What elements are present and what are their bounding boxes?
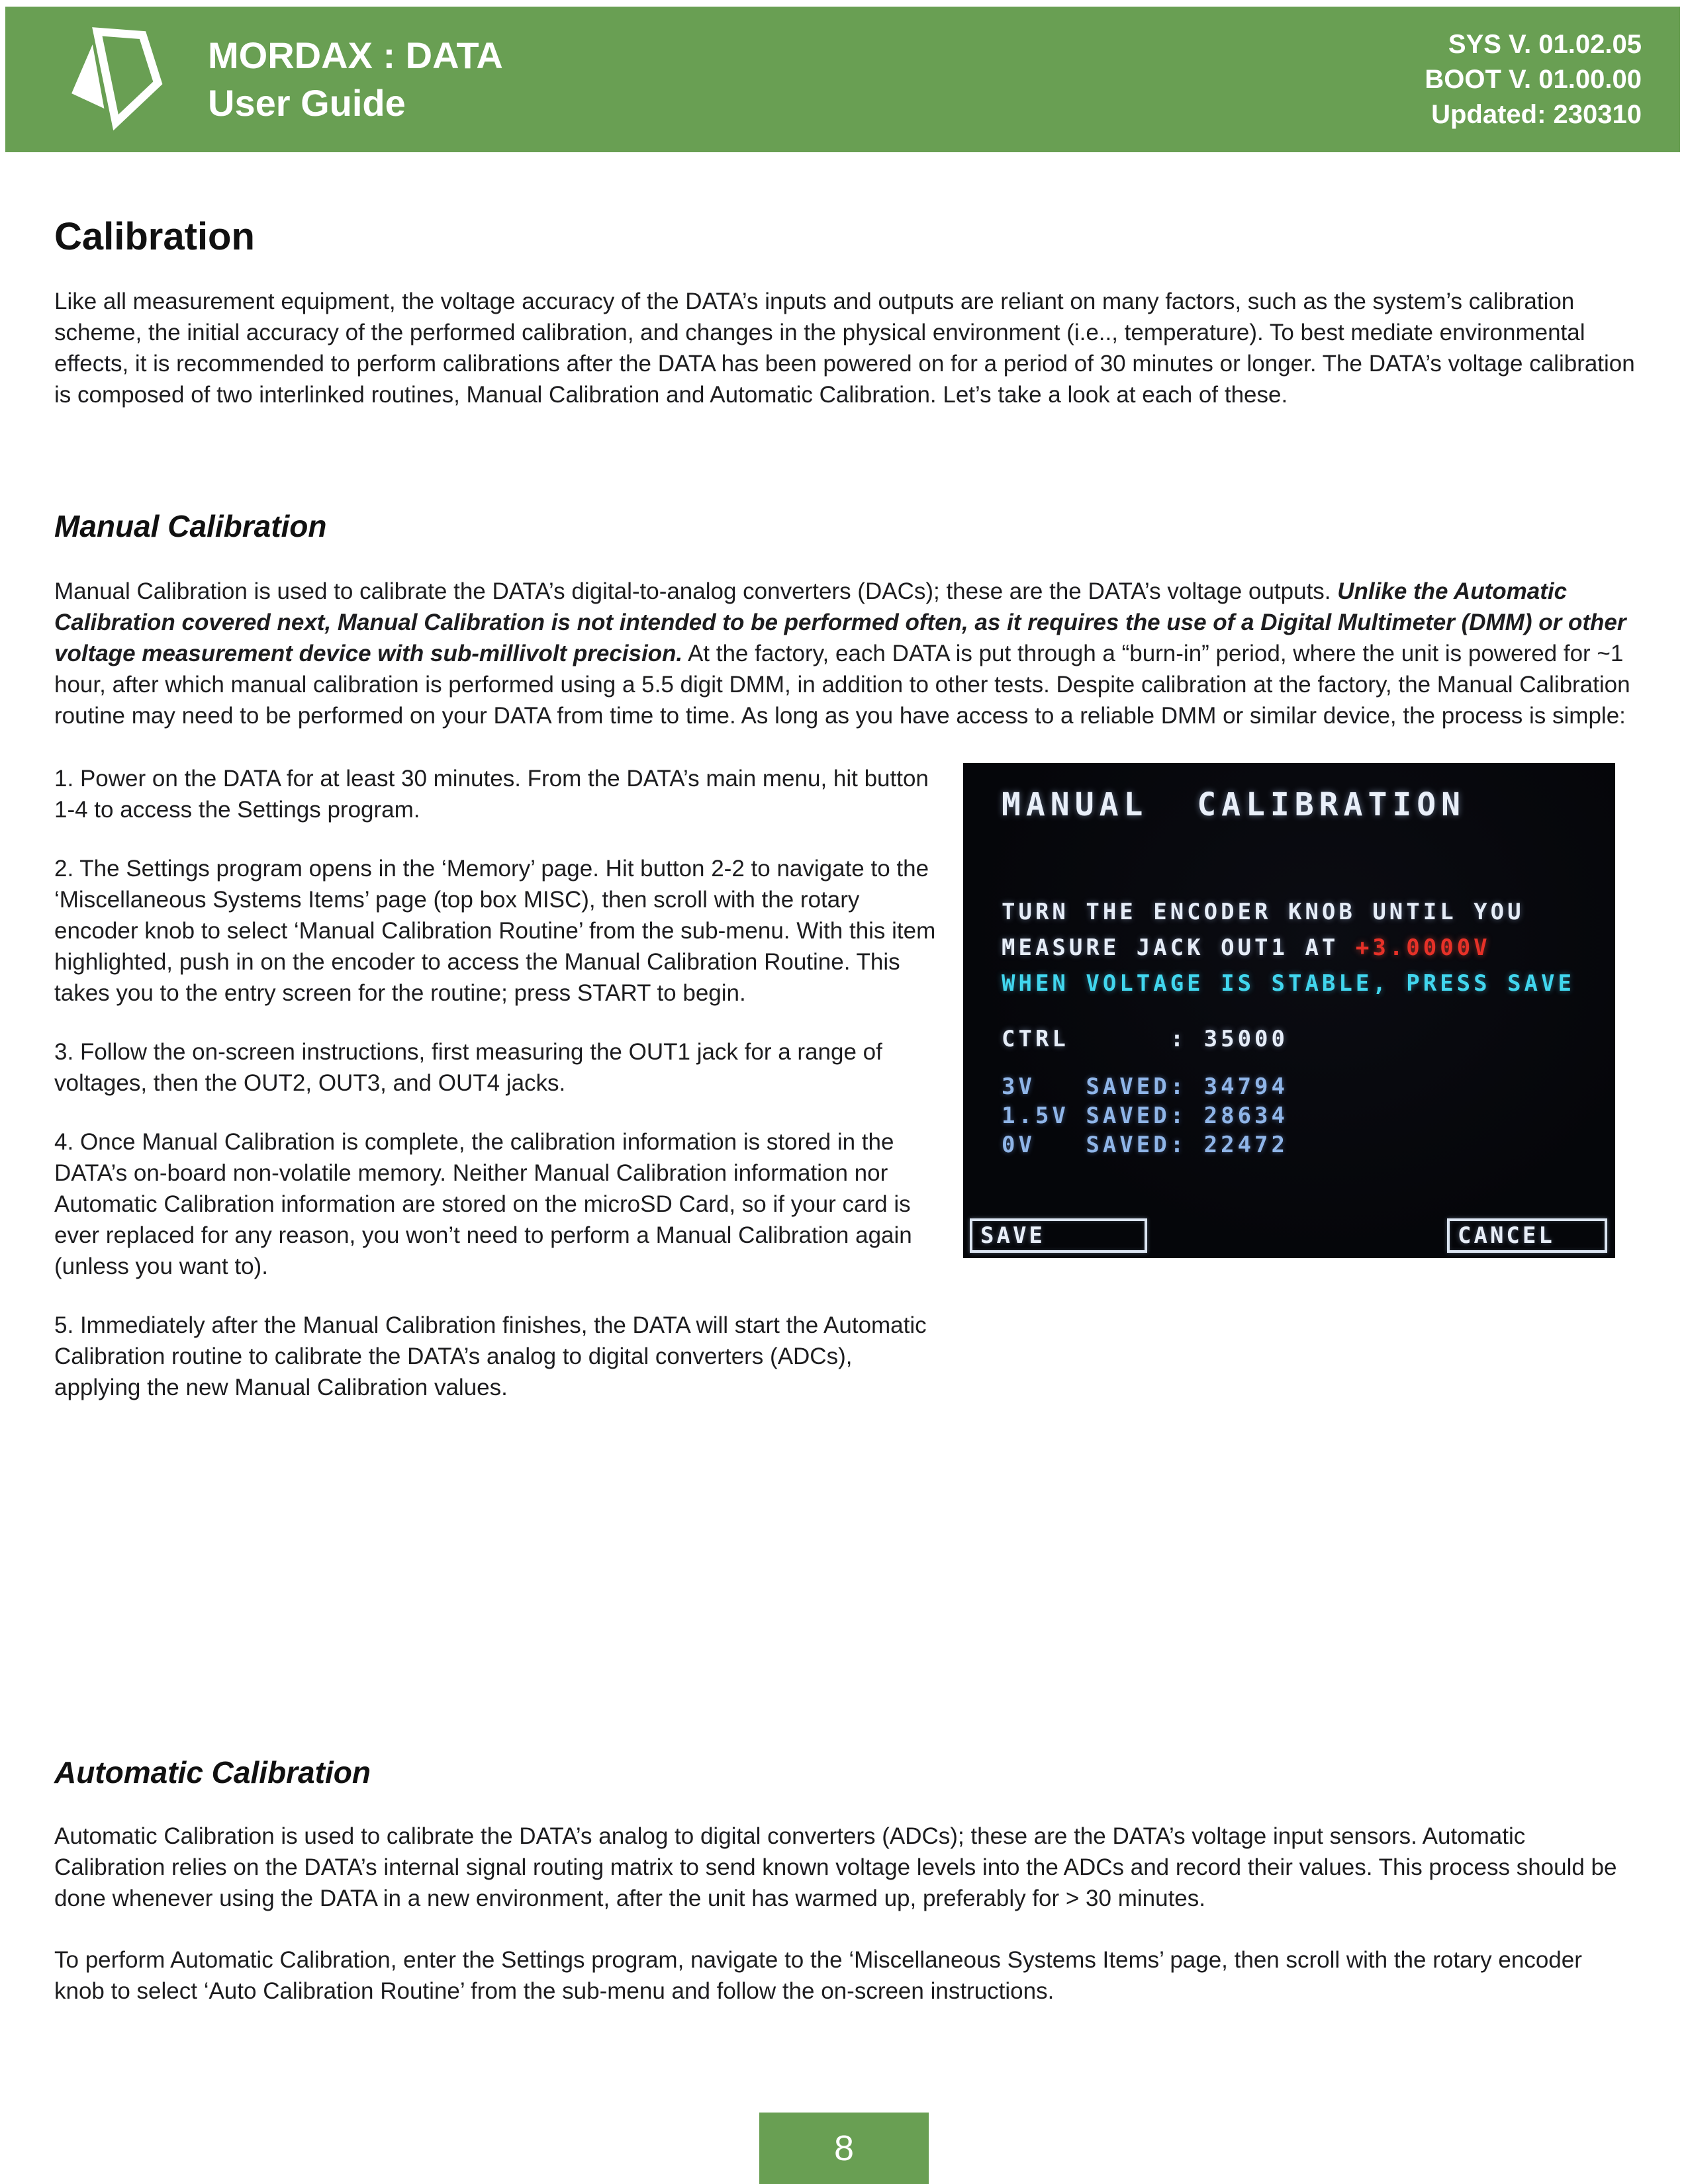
- step-number: 4.: [54, 1129, 74, 1155]
- screen-voltage-value: +3.0000V: [1355, 934, 1491, 961]
- step-number: 5.: [54, 1312, 74, 1338]
- page-title: Calibration: [54, 215, 255, 258]
- step-item: [54, 1126, 936, 1282]
- screen-instruction-2-text: MEASURE JACK OUT1 AT: [1002, 934, 1356, 961]
- page-number-box: [759, 2113, 929, 2184]
- main-content: [54, 152, 1638, 2007]
- screen-title: MANUAL CALIBRATION: [1002, 786, 1466, 823]
- header-bar: [5, 7, 1680, 152]
- doc-subtitle: User Guide: [208, 82, 406, 124]
- step-number: 1.: [54, 766, 74, 792]
- section-heading-automatic: Automatic Calibration: [54, 1755, 371, 1790]
- screen-saved-row: 1.5V SAVED: 28634: [1002, 1103, 1288, 1129]
- step-number: 3.: [54, 1039, 74, 1065]
- page-number: 8: [833, 2128, 855, 2168]
- step-item: [54, 1036, 936, 1099]
- step-text: Power on the DATA for at least 30 minutes. From the DATA’s main menu, hit button 1-4 to access the Settings program.: [54, 766, 929, 823]
- automatic-paragraph-2: To perform Automatic Calibration, enter the Settings program, navigate to the ‘Miscellaneous Systems Items’ page, then scroll with the rotary encoder knob to select ‘Auto Calibration Routine’ from the sub-menu and follow the on-screen instructions.: [54, 1947, 1582, 2004]
- mordax-logo-icon: [53, 21, 179, 138]
- screen-saved-row: 0V SAVED: 22472: [1002, 1132, 1288, 1158]
- updated-date: Updated: 230310: [1431, 99, 1642, 129]
- save-button: SAVE: [970, 1218, 1147, 1253]
- manual-paragraph-part2: At the factory, each DATA is put through a “burn-in” period, where the unit is powered for ~1 hour, after which manual calibration is performed using a 5.5 digit DMM, in addition to other tests. Despite calibration at the factory, the Manual Calibration routine may need to be performed on your DATA from time to time. As long as you have access to a reliable DMM or similar device, the process is simple:: [54, 641, 1630, 729]
- screen-ctrl-row: CTRL : 35000: [1002, 1026, 1288, 1052]
- device-screenshot: [963, 763, 1615, 1258]
- version-block: [1425, 27, 1642, 132]
- steps-and-screenshot: [54, 763, 1638, 1657]
- step-text: Follow the on-screen instructions, first measuring the OUT1 jack for a range of voltages, then the OUT2, OUT3, and OUT4 jacks.: [54, 1039, 882, 1096]
- step-list: [54, 763, 936, 1403]
- step-text: The Settings program opens in the ‘Memory’ page. Hit button 2-2 to navigate to the ‘Miscellaneous Systems Items’ page (top box MISC), then scroll with the rotary encoder knob to select ‘Manual Calibration Routine’ from the sub-menu. With this item highlighted, push in on the encoder to access the Manual Calibration Routine. This takes you to the entry screen for the routine; press START to begin.: [54, 856, 936, 1006]
- intro-paragraph: Like all measurement equipment, the voltage accuracy of the DATA’s inputs and outputs are reliant on many factors, such as the system’s calibration scheme, the initial accuracy of the performed calibration, and changes in the physical environment (i.e.., temperature). To best mediate environmental effects, it is recommended to perform calibrations after the DATA has been powered on for a period of 30 minutes or longer. The DATA’s voltage calibration is composed of two interlinked routines, Manual Calibration and Automatic Calibration. Let’s take a look at each of these.: [54, 289, 1635, 408]
- screen-instruction-3: WHEN VOLTAGE IS STABLE, PRESS SAVE: [1002, 970, 1575, 997]
- sys-version: SYS V. 01.02.05: [1448, 29, 1642, 59]
- step-text: Immediately after the Manual Calibration finishes, the DATA will start the Automatic Calibration routine to calibrate the DATA’s analog to digital converters (ADCs), applying the new Manual Calibration values.: [54, 1312, 927, 1400]
- screen-instruction-1: TURN THE ENCODER KNOB UNTIL YOU: [1002, 899, 1524, 925]
- screen-saved-row: 3V SAVED: 34794: [1002, 1073, 1288, 1100]
- step-text: Once Manual Calibration is complete, the calibration information is stored in the DATA’s on-board non-volatile memory. Neither Manual Calibration information nor Automatic Calibration information are stored on the microSD Card, so if your card is ever replaced for any reason, you won’t need to perform a Manual Calibration again (unless you want to).: [54, 1129, 912, 1279]
- manual-paragraph-emphasis: Unlike the Automatic Calibration covered next, Manual Calibration is not intended to be performed often, as it requires the use of a Digital Multimeter (DMM) or other voltage measurement device with sub-millivolt precision.: [54, 578, 1626, 666]
- cancel-button: CANCEL: [1447, 1218, 1607, 1253]
- section-heading-manual: Manual Calibration: [54, 509, 327, 543]
- manual-paragraph: [54, 576, 1636, 731]
- screen-instruction-2: [1002, 935, 1491, 960]
- step-number: 2.: [54, 856, 74, 882]
- doc-title: MORDAX : DATA: [208, 34, 503, 76]
- step-item: [54, 1310, 936, 1403]
- step-item: [54, 763, 936, 825]
- manual-paragraph-part1: Manual Calibration is used to calibrate the DATA’s digital-to-analog converters (DACs); these are the DATA’s voltage outputs.: [54, 578, 1338, 604]
- doc-title-block: [208, 32, 503, 127]
- boot-version: BOOT V. 01.00.00: [1425, 64, 1642, 94]
- step-item: [54, 853, 936, 1009]
- automatic-paragraph-1: Automatic Calibration is used to calibrate the DATA’s analog to digital converters (ADCs); these are the DATA’s voltage input sensors. Automatic Calibration relies on the DATA’s internal signal routing matrix to send known voltage levels into the ADCs and record their values. This process should be done whenever using the DATA in a new environment, after the unit has warmed up, preferably for > 30 minutes.: [54, 1823, 1617, 1911]
